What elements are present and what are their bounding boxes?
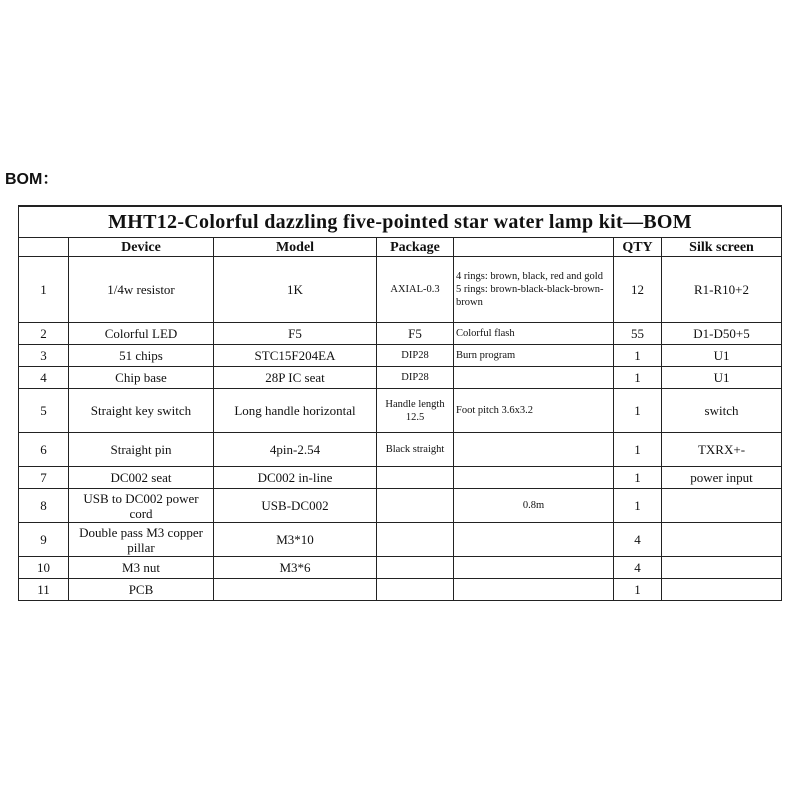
table-title: MHT12-Colorful dazzling five-pointed star water lamp kit—BOM xyxy=(19,206,782,238)
cell-model: F5 xyxy=(214,323,377,345)
header-qty: QTY xyxy=(614,238,662,257)
cell-package: Handle length 12.5 xyxy=(377,389,454,433)
cell-device: 51 chips xyxy=(69,345,214,367)
cell-model: STC15F204EA xyxy=(214,345,377,367)
cell-qty: 4 xyxy=(614,523,662,557)
cell-no: 2 xyxy=(19,323,69,345)
cell-device: Colorful LED xyxy=(69,323,214,345)
table-row xyxy=(19,467,782,489)
cell-qty: 1 xyxy=(614,579,662,601)
cell-no: 5 xyxy=(19,389,69,433)
cell-package: Black straight xyxy=(377,433,454,467)
table-row xyxy=(19,489,782,523)
table-row xyxy=(19,389,782,433)
cell-model: USB-DC002 xyxy=(214,489,377,523)
cell-no: 8 xyxy=(19,489,69,523)
cell-model: DC002 in-line xyxy=(214,467,377,489)
cell-note xyxy=(454,557,614,579)
cell-silk-screen xyxy=(662,557,782,579)
cell-silk-screen: power input xyxy=(662,467,782,489)
cell-note: 0.8m xyxy=(454,489,614,523)
cell-note xyxy=(454,467,614,489)
cell-no: 1 xyxy=(19,257,69,323)
table-row xyxy=(19,367,782,389)
cell-note: 4 rings: brown, black, red and gold 5 rings: brown-black-black-brown-brown xyxy=(454,257,614,323)
cell-package xyxy=(377,557,454,579)
cell-silk-screen: D1-D50+5 xyxy=(662,323,782,345)
bom-table xyxy=(18,205,782,601)
table-row xyxy=(19,345,782,367)
cell-qty: 1 xyxy=(614,389,662,433)
cell-qty: 12 xyxy=(614,257,662,323)
cell-package: DIP28 xyxy=(377,367,454,389)
cell-package: F5 xyxy=(377,323,454,345)
cell-no: 4 xyxy=(19,367,69,389)
table-row xyxy=(19,523,782,557)
cell-note xyxy=(454,367,614,389)
header-device: Device xyxy=(69,238,214,257)
cell-note: Burn program xyxy=(454,345,614,367)
cell-silk-screen: U1 xyxy=(662,345,782,367)
cell-device: Double pass M3 copper pillar xyxy=(69,523,214,557)
cell-silk-screen: switch xyxy=(662,389,782,433)
table-row xyxy=(19,579,782,601)
cell-silk-screen xyxy=(662,523,782,557)
cell-silk-screen: U1 xyxy=(662,367,782,389)
cell-package xyxy=(377,523,454,557)
cell-no: 7 xyxy=(19,467,69,489)
cell-package xyxy=(377,489,454,523)
cell-device: 1/4w resistor xyxy=(69,257,214,323)
cell-device: Straight key switch xyxy=(69,389,214,433)
cell-note xyxy=(454,433,614,467)
cell-note: Colorful flash xyxy=(454,323,614,345)
cell-qty: 4 xyxy=(614,557,662,579)
header-no xyxy=(19,238,69,257)
cell-note xyxy=(454,523,614,557)
cell-package: AXIAL-0.3 xyxy=(377,257,454,323)
cell-qty: 1 xyxy=(614,433,662,467)
cell-package: DIP28 xyxy=(377,345,454,367)
cell-silk-screen xyxy=(662,579,782,601)
cell-device: USB to DC002 power cord xyxy=(69,489,214,523)
cell-qty: 1 xyxy=(614,489,662,523)
header-package: Package xyxy=(377,238,454,257)
cell-model: M3*10 xyxy=(214,523,377,557)
cell-model: M3*6 xyxy=(214,557,377,579)
cell-no: 10 xyxy=(19,557,69,579)
table-row xyxy=(19,257,782,323)
cell-package xyxy=(377,579,454,601)
cell-model: Long handle horizontal xyxy=(214,389,377,433)
header-note xyxy=(454,238,614,257)
cell-model xyxy=(214,579,377,601)
cell-silk-screen: TXRX+- xyxy=(662,433,782,467)
cell-device: M3 nut xyxy=(69,557,214,579)
cell-qty: 1 xyxy=(614,345,662,367)
cell-silk-screen: R1-R10+2 xyxy=(662,257,782,323)
cell-device: Straight pin xyxy=(69,433,214,467)
cell-qty: 1 xyxy=(614,367,662,389)
header-model: Model xyxy=(214,238,377,257)
cell-silk-screen xyxy=(662,489,782,523)
cell-no: 6 xyxy=(19,433,69,467)
cell-device: Chip base xyxy=(69,367,214,389)
header-silk-screen: Silk screen xyxy=(662,238,782,257)
cell-qty: 55 xyxy=(614,323,662,345)
cell-model: 4pin-2.54 xyxy=(214,433,377,467)
table-row xyxy=(19,323,782,345)
table-row xyxy=(19,433,782,467)
bom-heading: BOM： xyxy=(5,171,59,188)
cell-no: 9 xyxy=(19,523,69,557)
cell-note: Foot pitch 3.6x3.2 xyxy=(454,389,614,433)
cell-model: 1K xyxy=(214,257,377,323)
cell-qty: 1 xyxy=(614,467,662,489)
cell-model: 28P IC seat xyxy=(214,367,377,389)
cell-device: PCB xyxy=(69,579,214,601)
cell-device: DC002 seat xyxy=(69,467,214,489)
table-row xyxy=(19,557,782,579)
cell-no: 11 xyxy=(19,579,69,601)
cell-note xyxy=(454,579,614,601)
cell-no: 3 xyxy=(19,345,69,367)
cell-package xyxy=(377,467,454,489)
